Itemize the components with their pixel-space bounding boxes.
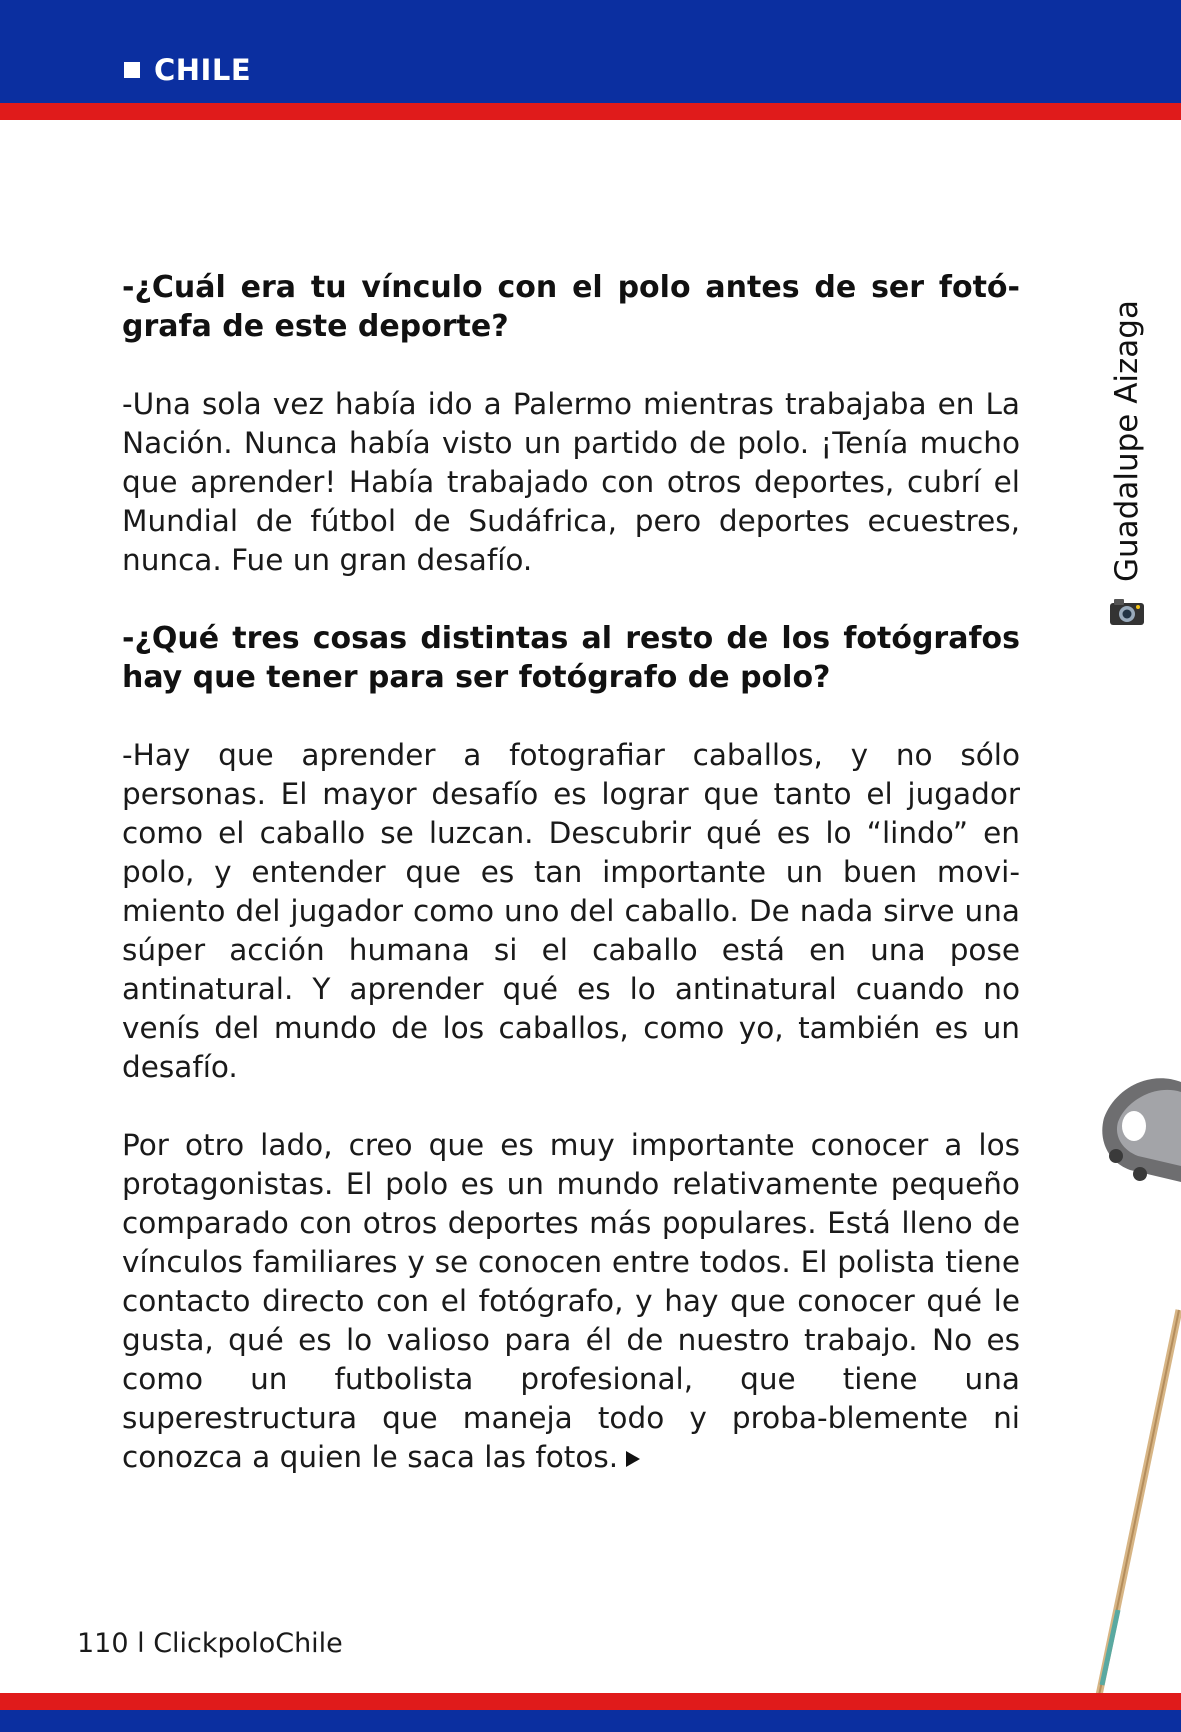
photographer-name: Guadalupe Aizaga [1109,300,1145,582]
photographer-credit [1107,270,1147,630]
camera-icon [1109,597,1145,627]
answer-1: -Una sola vez había ido a Palermo mientras trabajaba en La Nación. Nunca había visto un partido de polo. ¡Tenía mucho que aprender! Había trabajado con otros deportes, cubrí el Mundial de fútbol de Sudáfrica, pero deportes ecuestres, nunca. Fue un gran desafío. [122,387,1020,577]
header-stripe [0,103,1181,120]
page-footer: 110 l ClickpoloChile [77,1628,343,1659]
footer-bar [0,1710,1181,1732]
polo-mallet-image [1090,1070,1181,1710]
section-label [124,53,251,87]
answer-2b-text: Por otro lado, creo que es muy importante conocer a los protagonistas. El polo es un mundo relativamente pequeño comparado con otros deportes más populares. Está lleno de vínculos familiares y se conocen entre todos. El polista tiene contacto directo con el fotógrafo, y hay que conocer qué le gusta, qué es lo valioso para él de nuestro trabajo. No es como un futbolista profesional, que tiene una superestructura que maneja todo y proba-blemente ni conozca a quien le saca las fotos. [122,1128,1020,1474]
section-title: CHILE [154,53,252,87]
continue-arrow-icon [626,1451,640,1467]
answer-2a: -Hay que aprender a fotografiar caballos, y no sólo personas. El mayor desafío es lograr que tanto el jugador como el caballo se luzcan. Descubrir qué es lo “lindo” en polo, y entender que es tan importante un buen movi-miento del jugador como uno del caballo. De nada sirve una súper acción humana si el caballo está en una pose antinatural. Y aprender qué es lo antinatural cuando no venís del mundo de los caballos, como yo, también es un desafío. [122,738,1020,1084]
article-body [122,268,1020,1516]
square-bullet-icon [124,62,140,78]
header-bar [0,0,1181,103]
footer-stripe [0,1693,1181,1710]
question-1: -¿Cuál era tu vínculo con el polo antes de ser fotó-grafa de este deporte? [122,270,1020,344]
answer-2b [122,1126,1020,1477]
question-2: -¿Qué tres cosas distintas al resto de los fotógrafos hay que tener para ser fotógrafo de polo? [122,621,1020,695]
